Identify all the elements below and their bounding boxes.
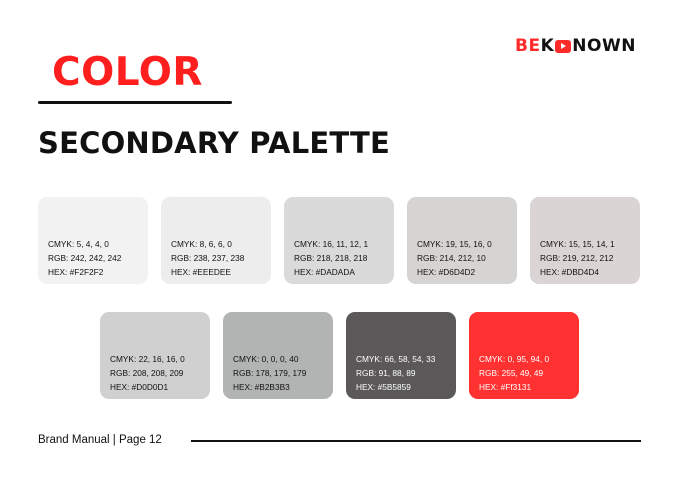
color-swatch-f2f2f2 bbox=[38, 197, 148, 284]
color-swatch-eeedee bbox=[161, 197, 271, 284]
swatch-rgb: RGB: 218, 218, 218 bbox=[294, 253, 368, 263]
footer-page-label: Brand Manual | Page 12 bbox=[38, 434, 162, 446]
play-icon bbox=[555, 40, 571, 53]
logo-text-k: K bbox=[540, 36, 555, 56]
swatch-cmyk: CMYK: 5, 4, 4, 0 bbox=[48, 239, 109, 249]
swatch-rgb: RGB: 91, 88, 89 bbox=[356, 368, 416, 378]
color-swatch-dbd4d4 bbox=[530, 197, 640, 284]
swatch-rgb: RGB: 219, 212, 212 bbox=[540, 253, 614, 263]
swatch-rgb: RGB: 208, 208, 209 bbox=[110, 368, 184, 378]
brand-logo bbox=[515, 36, 636, 56]
swatch-cmyk: CMYK: 15, 15, 14, 1 bbox=[540, 239, 615, 249]
swatch-hex: HEX: #D0D0D1 bbox=[110, 382, 169, 392]
swatch-rgb: RGB: 178, 179, 179 bbox=[233, 368, 307, 378]
color-swatch-d6d4d2 bbox=[407, 197, 517, 284]
swatch-rgb: RGB: 238, 237, 238 bbox=[171, 253, 245, 263]
color-swatch-b2b3b3 bbox=[223, 312, 333, 399]
footer-divider bbox=[191, 440, 641, 442]
color-swatch-d0d0d1 bbox=[100, 312, 210, 399]
swatch-hex: HEX: #EEEDEE bbox=[171, 267, 231, 277]
swatch-rgb: RGB: 214, 212, 10 bbox=[417, 253, 486, 263]
swatch-cmyk: CMYK: 22, 16, 16, 0 bbox=[110, 354, 185, 364]
swatch-hex: HEX: #B2B3B3 bbox=[233, 382, 290, 392]
title-underline bbox=[38, 101, 232, 104]
page-title: SECONDARY PALETTE bbox=[38, 126, 391, 160]
logo-text-be: BE bbox=[515, 36, 541, 56]
swatch-cmyk: CMYK: 19, 15, 16, 0 bbox=[417, 239, 492, 249]
swatch-hex: HEX: #5B5859 bbox=[356, 382, 411, 392]
swatch-hex: HEX: #Ff3131 bbox=[479, 382, 532, 392]
swatch-cmyk: CMYK: 16, 11, 12, 1 bbox=[294, 239, 369, 249]
logo-text-nown: NOWN bbox=[572, 36, 636, 56]
swatch-cmyk: CMYK: 8, 6, 6, 0 bbox=[171, 239, 232, 249]
swatch-cmyk: CMYK: 0, 95, 94, 0 bbox=[479, 354, 550, 364]
color-swatch-ff3131 bbox=[469, 312, 579, 399]
section-title: COLOR bbox=[52, 50, 203, 95]
swatch-hex: HEX: #DADADA bbox=[294, 267, 355, 277]
color-swatch-5b5859 bbox=[346, 312, 456, 399]
swatch-hex: HEX: #D6D4D2 bbox=[417, 267, 476, 277]
color-swatch-dadada bbox=[284, 197, 394, 284]
swatch-hex: HEX: #F2F2F2 bbox=[48, 267, 104, 277]
swatch-cmyk: CMYK: 0, 0, 0, 40 bbox=[233, 354, 299, 364]
swatch-hex: HEX: #DBD4D4 bbox=[540, 267, 600, 277]
swatch-rgb: RGB: 242, 242, 242 bbox=[48, 253, 122, 263]
swatch-cmyk: CMYK: 66, 58, 54, 33 bbox=[356, 354, 436, 364]
swatch-rgb: RGB: 255, 49, 49 bbox=[479, 368, 544, 378]
